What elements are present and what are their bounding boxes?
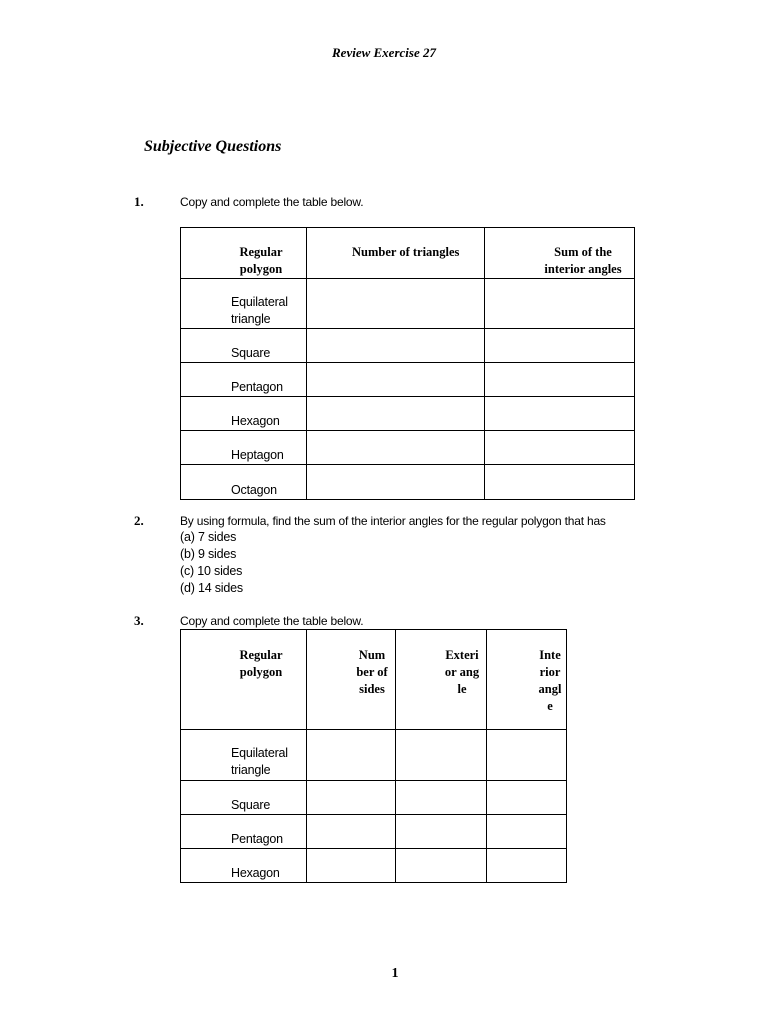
question-2-option-d: (d) 14 sides: [180, 581, 243, 595]
question-3-number: 3.: [134, 613, 144, 628]
table-3-empty-cell: [487, 730, 567, 781]
table-1-empty-cell: [485, 397, 635, 431]
table-1-row-label: Pentagon: [231, 380, 283, 394]
table-3-row-label: Square: [231, 798, 271, 812]
table-1-empty-cell: [485, 279, 635, 329]
table-row: [181, 781, 567, 815]
table-3-header-exterior-angle: Exterior angle: [396, 630, 487, 730]
table-row: [181, 465, 635, 500]
question-2-number: 2.: [134, 513, 144, 528]
table-1-empty-cell: [307, 363, 485, 397]
table-1-empty-cell: [485, 465, 635, 500]
table-1-row-label: Hexagon: [231, 414, 280, 428]
table-3-row-label: Pentagon: [231, 832, 283, 846]
question-1-text: Copy and complete the table below.: [180, 195, 364, 209]
table-3-empty-cell: [396, 781, 487, 815]
table-row: [181, 431, 635, 465]
table-3-empty-cell: [487, 815, 567, 849]
table-3-empty-cell: [396, 849, 487, 883]
table-row: [181, 279, 635, 329]
table-1-row-label: Square: [231, 346, 271, 360]
table-3-row-label: Equilateral triangle: [231, 746, 288, 777]
table-1-header-row: [181, 228, 635, 279]
table-1-empty-cell: [485, 363, 635, 397]
table-row: [181, 815, 567, 849]
table-3-empty-cell: [487, 781, 567, 815]
table-3-empty-cell: [307, 781, 396, 815]
table-1-empty-cell: [307, 397, 485, 431]
table-1-empty-cell: [307, 465, 485, 500]
table-1-row-label: Equilateral triangle: [231, 295, 288, 326]
question-3-text: Copy and complete the table below.: [180, 614, 364, 628]
question-1-number: 1.: [134, 194, 144, 209]
table-1-row-label: Octagon: [231, 483, 277, 497]
table-3-header-number-of-sides: Number of sides: [307, 630, 396, 730]
table-1-header-regular-polygon: Regular polygon: [181, 228, 307, 279]
question-2-text: By using formula, find the sum of the interior angles for the regular polygon that has: [180, 514, 606, 528]
table-3: [180, 629, 567, 883]
table-row: [181, 849, 567, 883]
table-3-empty-cell: [307, 730, 396, 781]
section-title: Subjective Questions: [144, 138, 282, 155]
table-1-empty-cell: [485, 431, 635, 465]
table-row: [181, 329, 635, 363]
question-2-option-b: (b) 9 sides: [180, 547, 237, 561]
table-1-empty-cell: [485, 329, 635, 363]
table-1-empty-cell: [307, 329, 485, 363]
table-row: [181, 363, 635, 397]
page-header: Review Exercise 27: [332, 45, 436, 60]
table-1-empty-cell: [307, 279, 485, 329]
page-number: 1: [391, 966, 399, 981]
question-2-option-c: (c) 10 sides: [180, 564, 243, 578]
table-1-header-sum-interior-angles: Sum of the interior angles: [485, 228, 635, 279]
question-2-option-a: (a) 7 sides: [180, 530, 237, 544]
table-1-row-label: Heptagon: [231, 448, 284, 462]
table-3-empty-cell: [307, 849, 396, 883]
table-1-empty-cell: [307, 431, 485, 465]
table-1-header-number-of-triangles: Number of triangles: [307, 228, 485, 279]
table-3-row-label: Hexagon: [231, 866, 280, 880]
table-3-header-regular-polygon: Regular polygon: [181, 630, 307, 730]
table-row: [181, 730, 567, 781]
table-3-empty-cell: [396, 730, 487, 781]
table-1: [180, 227, 635, 500]
table-3-empty-cell: [487, 849, 567, 883]
table-3-header-interior-angle: Interior angle: [487, 630, 567, 730]
table-3-empty-cell: [396, 815, 487, 849]
table-row: [181, 397, 635, 431]
table-3-header-row: [181, 630, 567, 730]
table-3-empty-cell: [307, 815, 396, 849]
